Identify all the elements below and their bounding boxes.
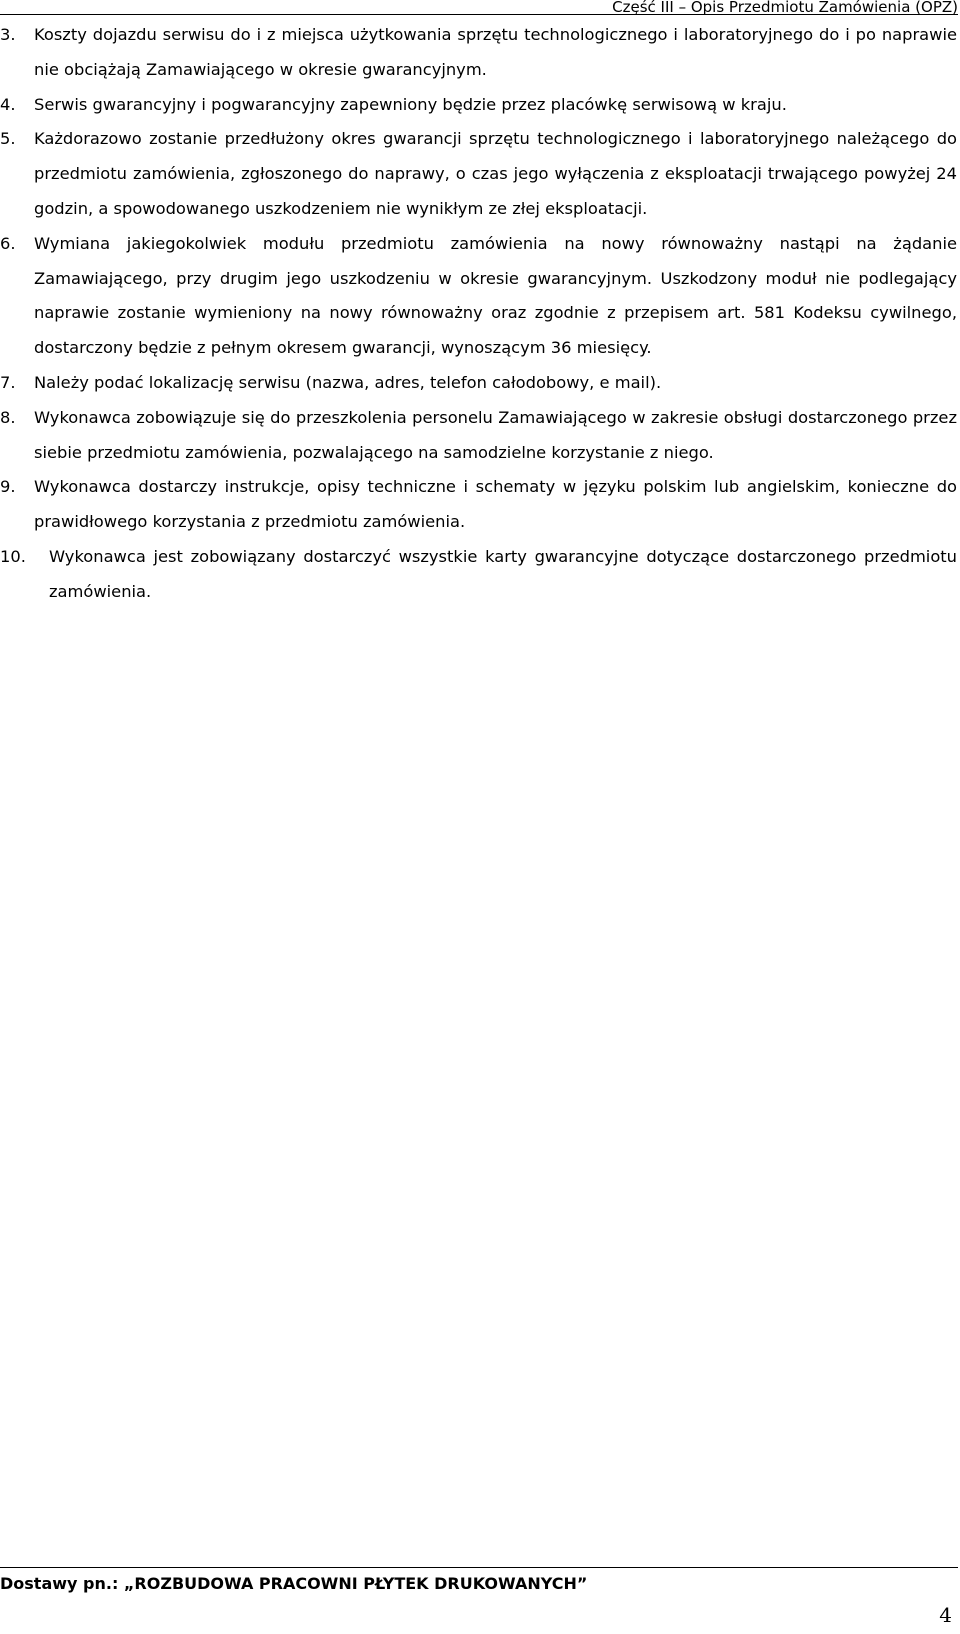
item-number: 6.	[0, 233, 16, 253]
list-item	[0, 540, 957, 610]
item-text: Wymiana jakiegokolwiek modułu przedmiotu zamówienia na nowy równoważny nastąpi na żądanie Zamawiającego, przy drugim jego uszkodzeniu w okresie gwarancyjnym. Uszkodzony moduł nie podlegający naprawie zostanie wymieniony na nowy równoważny oraz zgodnie z przepisem art. 581 Kodeksu cywilnego, dostarczony będzie z pełnym okresem gwarancji, wynoszącym 36 miesięcy.	[34, 233, 957, 358]
item-text: Wykonawca jest zobowiązany dostarczyć wszystkie karty gwarancyjne dotyczące dostarczonego przedmiotu zamówienia.	[49, 546, 957, 601]
item-number: 4.	[0, 94, 16, 114]
item-number: 7.	[0, 372, 16, 392]
list-item	[0, 122, 957, 226]
item-text: Serwis gwarancyjny i pogwarancyjny zapewniony będzie przez placówkę serwisową w kraju.	[34, 94, 787, 114]
list-item	[0, 401, 957, 471]
page-footer: Dostawy pn.: „ROZBUDOWA PRACOWNI PŁYTEK DRUKOWANYCH”	[0, 1567, 958, 1593]
list-item	[0, 470, 957, 540]
list-item	[0, 366, 957, 401]
page-header: Część III – Opis Przedmiotu Zamówienia (OPZ)	[0, 0, 958, 15]
item-number: 8.	[0, 407, 16, 427]
item-number: 10.	[0, 546, 26, 566]
item-number: 9.	[0, 477, 16, 497]
item-text: Wykonawca dostarczy instrukcje, opisy techniczne i schematy w języku polskim lub angielskim, konieczne do prawidłowego korzystania z przedmiotu zamówienia.	[34, 477, 957, 532]
page-number: 4	[939, 1603, 952, 1627]
numbered-list	[0, 18, 957, 610]
item-text: Koszty dojazdu serwisu do i z miejsca użytkowania sprzętu technologicznego i laboratoryjnego do i po naprawie nie obciążają Zamawiającego w okresie gwarancyjnym.	[34, 25, 957, 79]
item-text: Wykonawca zobowiązuje się do przeszkolenia personelu Zamawiającego w zakresie obsługi dostarczonego przez siebie przedmiotu zamówienia, pozwalającego na samodzielne korzystanie z niego.	[34, 407, 957, 462]
item-text: Należy podać lokalizację serwisu (nazwa, adres, telefon całodobowy, e mail).	[34, 372, 662, 392]
item-number: 3.	[0, 25, 16, 44]
list-item	[0, 18, 957, 88]
item-text: Każdorazowo zostanie przedłużony okres gwarancji sprzętu technologicznego i laboratoryjnego należącego do przedmiotu zamówienia, zgłoszonego do naprawy, o czas jego wyłączenia z eksploatacji trwającego powyżej 24 godzin, a spowodowanego uszkodzeniem nie wynikłym ze złej eksploatacji.	[34, 129, 957, 218]
list-item	[0, 227, 957, 366]
list-item	[0, 88, 957, 123]
item-number: 5.	[0, 129, 16, 149]
